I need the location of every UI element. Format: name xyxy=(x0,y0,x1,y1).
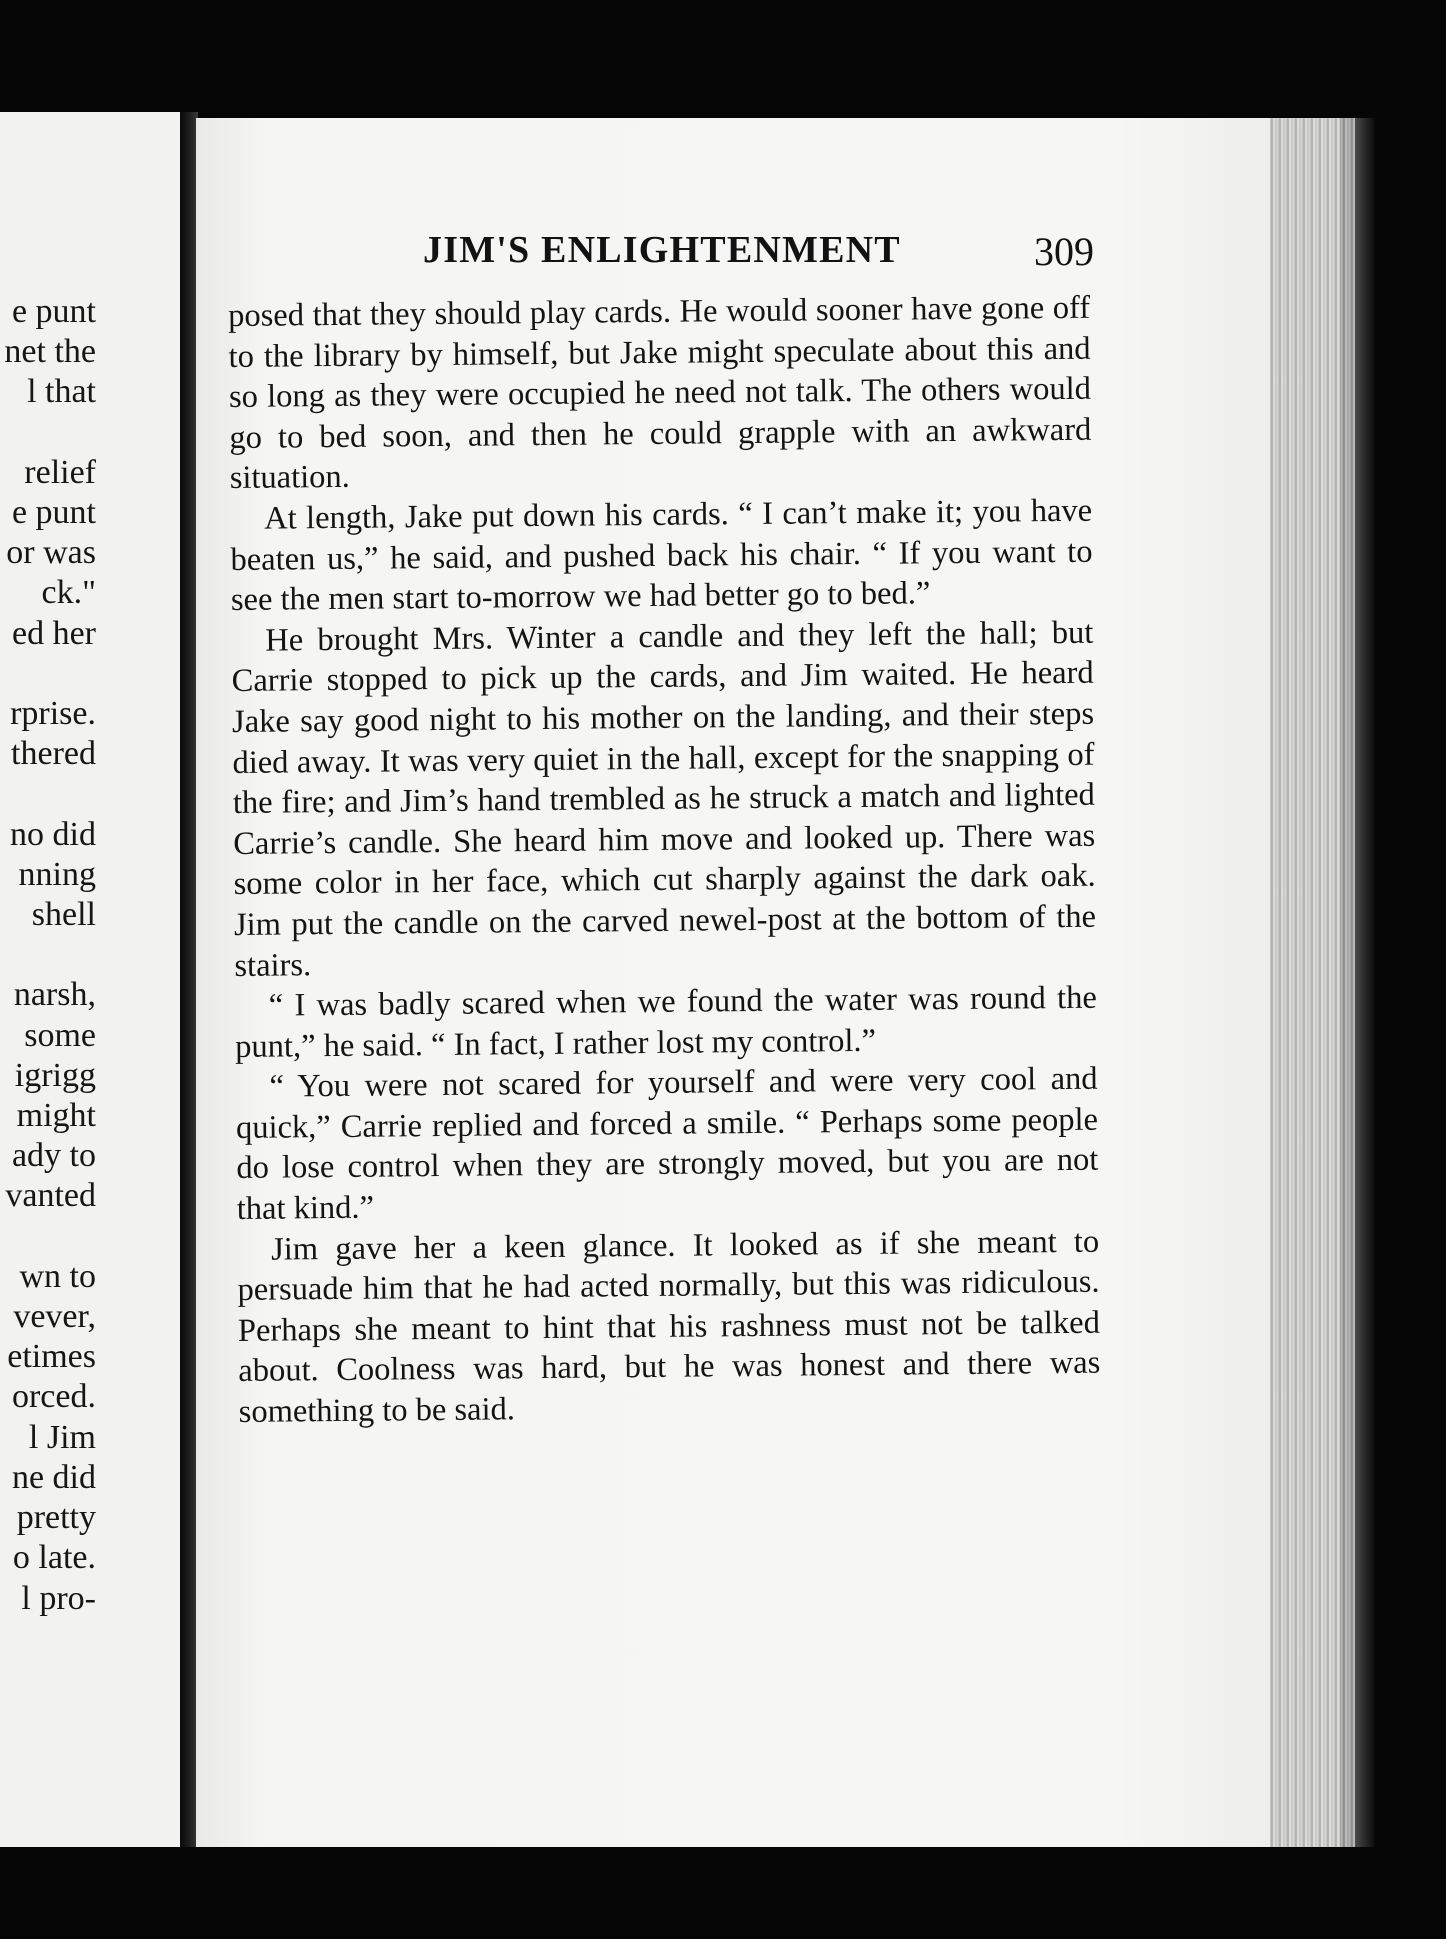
page-edge-shadow xyxy=(1355,118,1375,1893)
left-line: relief xyxy=(24,453,96,491)
left-line: net the xyxy=(4,333,96,371)
paragraph: At length, Jake put down his cards. “ I can’t make it; you have beaten us,” he said, and pushed back his chair. “ If you want to see the men start to-morrow we had better go to bed.” xyxy=(230,492,1093,619)
left-line: orced. xyxy=(11,1378,96,1416)
running-title: JIM'S ENLIGHTENMENT xyxy=(423,229,901,271)
left-line xyxy=(0,935,96,975)
left-line: l Jim xyxy=(28,1418,96,1456)
running-head xyxy=(232,228,1094,278)
left-line: vever, xyxy=(13,1298,96,1336)
left-line xyxy=(0,774,96,814)
paragraph: “ I was badly scared when we found the water was round the punt,” he said. “ In fact, I rather lost my control.” xyxy=(235,979,1097,1065)
left-line: ne did xyxy=(11,1458,96,1496)
left-line: ck." xyxy=(41,574,96,612)
left-line: or was xyxy=(6,534,96,572)
left-line: rprise. xyxy=(10,695,96,733)
left-line: l pro- xyxy=(21,1579,96,1617)
left-line: pretty xyxy=(16,1499,96,1537)
left-line: o late. xyxy=(12,1539,96,1577)
paragraph: posed that they should play cards. He would sooner have gone off to the library by himself, but Jake might speculate about this and so long as they were occupied he need not talk. The others would go to bed soon, and then he could grapple with an awkward situation. xyxy=(228,289,1092,497)
left-page-text xyxy=(0,292,96,1619)
left-line xyxy=(0,1217,96,1257)
left-line: igrigg xyxy=(14,1056,96,1094)
left-line: e punt xyxy=(11,494,96,532)
paragraph: He brought Mrs. Winter a candle and they left the hall; but Carrie stopped to pick up the cards, and Jim waited. He heard Jake say good night to his mother on the landing, and their steps died away. It was very quiet in the hall, except for the snapping of the fire; and Jim’s hand trembled as he struck a match and lighted Carrie’s candle. She heard him move and looked up. There was some color in her face, which cut sharply against the dark oak. Jim put the candle on the carved newel-post at the bottom of the stairs. xyxy=(231,614,1097,984)
background-bottom xyxy=(0,1847,1446,1939)
left-line: thered xyxy=(11,735,96,773)
body-text xyxy=(228,288,1101,1433)
left-line: ed her xyxy=(11,614,96,652)
left-line: might xyxy=(16,1097,96,1135)
left-line: shell xyxy=(31,896,96,934)
left-line: ady to xyxy=(11,1137,96,1175)
left-line: etimes xyxy=(7,1338,96,1376)
left-line: vanted xyxy=(5,1177,96,1215)
paragraph: “ You were not scared for yourself and were very cool and quick,” Carrie replied and forced a smile. “ Perhaps some people do lose control when they are strongly moved, but you are not that kind.” xyxy=(235,1060,1099,1228)
left-line: nning xyxy=(18,855,96,893)
left-line: narsh, xyxy=(13,976,96,1014)
left-line: e punt xyxy=(11,293,96,330)
left-line xyxy=(0,654,96,694)
left-page xyxy=(0,112,192,1847)
left-line xyxy=(0,413,96,453)
left-line: wn to xyxy=(19,1257,96,1295)
page-number: 309 xyxy=(1034,229,1094,274)
paragraph: Jim gave her a keen glance. It looked as if she meant to persuade him that he had acted normally, but this was ridiculous. Perhaps she meant to hint that his rashness must not be talked about. Coolness was hard, but he was honest and there was something to be said. xyxy=(237,1223,1101,1430)
left-line: no did xyxy=(10,815,96,853)
left-line: some xyxy=(24,1016,96,1054)
left-line: l that xyxy=(27,373,96,411)
